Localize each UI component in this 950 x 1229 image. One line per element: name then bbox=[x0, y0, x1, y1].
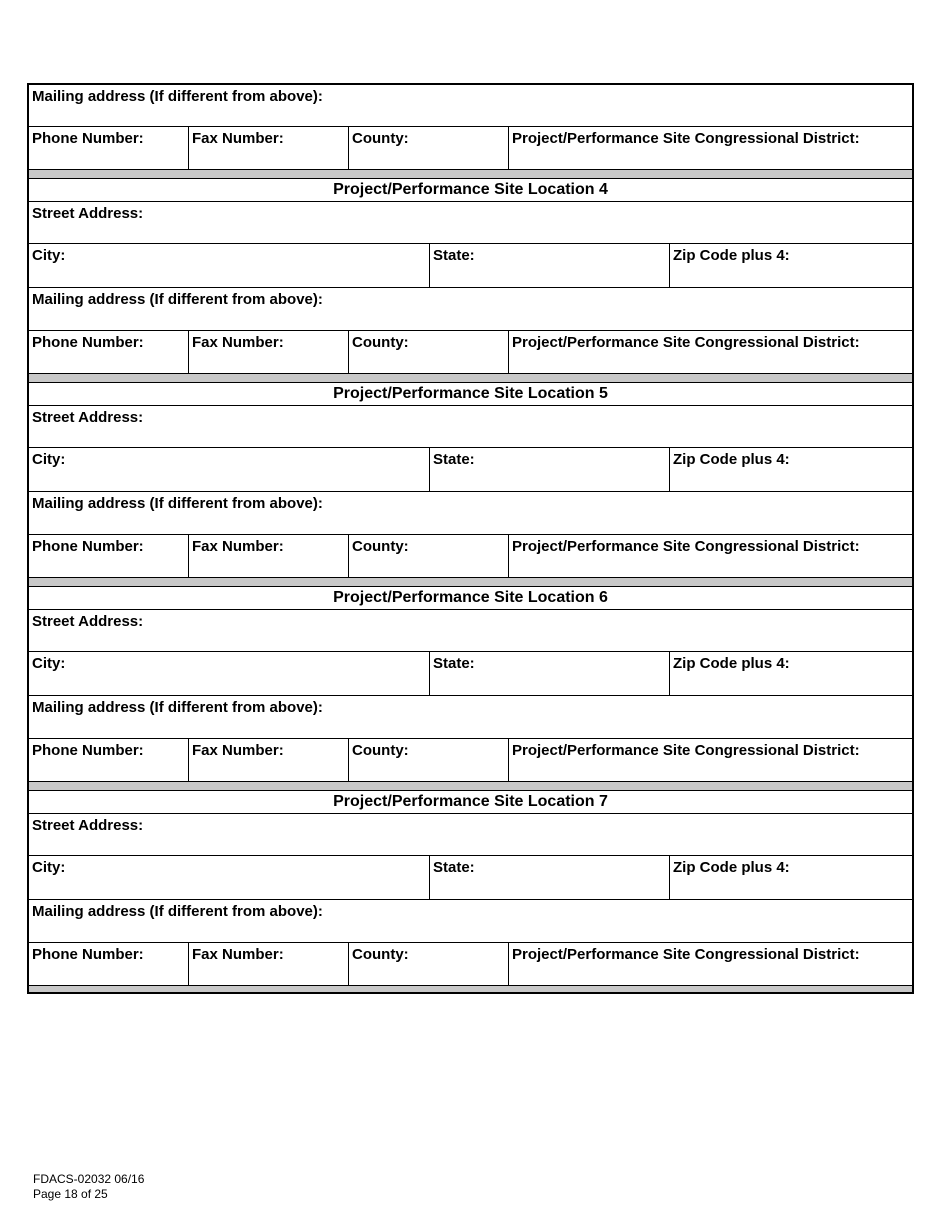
site-locations-form bbox=[27, 83, 914, 994]
zip-code-field[interactable] bbox=[669, 652, 912, 695]
street-address-field[interactable] bbox=[29, 610, 912, 651]
county-label: County: bbox=[352, 538, 409, 555]
city-label: City: bbox=[32, 655, 66, 672]
county-label: County: bbox=[352, 130, 409, 147]
phone-number-label: Phone Number: bbox=[32, 130, 144, 147]
phone-number-label: Phone Number: bbox=[32, 946, 144, 963]
congressional-district-field[interactable] bbox=[508, 331, 912, 373]
city-state-zip-row bbox=[27, 243, 914, 287]
location-5-header: Project/Performance Site Location 5 bbox=[27, 382, 914, 405]
congressional-district-field[interactable] bbox=[508, 127, 912, 169]
county-field[interactable] bbox=[348, 943, 508, 985]
zip-code-label: Zip Code plus 4: bbox=[673, 247, 790, 264]
state-field[interactable] bbox=[429, 652, 669, 695]
zip-code-field[interactable] bbox=[669, 856, 912, 899]
street-address-label: Street Address: bbox=[32, 409, 144, 426]
city-label: City: bbox=[32, 451, 66, 468]
mailing-address-row bbox=[27, 695, 914, 738]
page-number: Page 18 of 25 bbox=[33, 1187, 108, 1201]
mailing-address-label: Mailing address (If different from above): bbox=[32, 88, 323, 105]
mailing-address-row bbox=[27, 83, 914, 126]
state-label: State: bbox=[433, 247, 475, 264]
county-field[interactable] bbox=[348, 331, 508, 373]
street-address-row bbox=[27, 405, 914, 447]
street-address-field[interactable] bbox=[29, 406, 912, 447]
mailing-address-field[interactable] bbox=[29, 288, 912, 330]
fax-number-label: Fax Number: bbox=[192, 334, 284, 351]
section-separator bbox=[27, 985, 914, 994]
mailing-address-label: Mailing address (If different from above): bbox=[32, 291, 323, 308]
congressional-district-field[interactable] bbox=[508, 739, 912, 781]
contact-row bbox=[27, 942, 914, 985]
section-separator bbox=[27, 373, 914, 382]
city-label: City: bbox=[32, 859, 66, 876]
city-label: City: bbox=[32, 247, 66, 264]
phone-number-label: Phone Number: bbox=[32, 334, 144, 351]
county-field[interactable] bbox=[348, 127, 508, 169]
fax-number-label: Fax Number: bbox=[192, 742, 284, 759]
street-address-row bbox=[27, 201, 914, 243]
section-separator bbox=[27, 169, 914, 178]
congressional-district-label: Project/Performance Site Congressional District: bbox=[512, 334, 860, 351]
congressional-district-label: Project/Performance Site Congressional District: bbox=[512, 538, 860, 555]
street-address-label: Street Address: bbox=[32, 817, 144, 834]
page-footer bbox=[33, 1172, 144, 1202]
street-address-label: Street Address: bbox=[32, 205, 144, 222]
fax-number-field[interactable] bbox=[188, 739, 348, 781]
congressional-district-label: Project/Performance Site Congressional District: bbox=[512, 742, 860, 759]
contact-row bbox=[27, 330, 914, 373]
county-label: County: bbox=[352, 334, 409, 351]
city-field[interactable] bbox=[29, 856, 429, 899]
street-address-label: Street Address: bbox=[32, 613, 144, 630]
form-id: FDACS-02032 06/16 bbox=[33, 1172, 145, 1186]
congressional-district-field[interactable] bbox=[508, 943, 912, 985]
city-field[interactable] bbox=[29, 448, 429, 491]
state-field[interactable] bbox=[429, 244, 669, 287]
county-field[interactable] bbox=[348, 535, 508, 577]
phone-number-field[interactable] bbox=[29, 943, 188, 985]
mailing-address-row bbox=[27, 899, 914, 942]
mailing-address-field[interactable] bbox=[29, 900, 912, 942]
city-state-zip-row bbox=[27, 447, 914, 491]
fax-number-field[interactable] bbox=[188, 535, 348, 577]
contact-row bbox=[27, 534, 914, 577]
state-label: State: bbox=[433, 655, 475, 672]
section-separator bbox=[27, 577, 914, 586]
county-field[interactable] bbox=[348, 739, 508, 781]
fax-number-label: Fax Number: bbox=[192, 130, 284, 147]
city-field[interactable] bbox=[29, 244, 429, 287]
section-separator bbox=[27, 781, 914, 790]
phone-number-field[interactable] bbox=[29, 739, 188, 781]
fax-number-field[interactable] bbox=[188, 127, 348, 169]
mailing-address-row bbox=[27, 491, 914, 534]
fax-number-field[interactable] bbox=[188, 943, 348, 985]
contact-row bbox=[27, 126, 914, 169]
phone-number-label: Phone Number: bbox=[32, 538, 144, 555]
fax-number-label: Fax Number: bbox=[192, 538, 284, 555]
mailing-address-field[interactable] bbox=[29, 696, 912, 738]
phone-number-field[interactable] bbox=[29, 331, 188, 373]
city-state-zip-row bbox=[27, 651, 914, 695]
county-label: County: bbox=[352, 742, 409, 759]
phone-number-field[interactable] bbox=[29, 127, 188, 169]
street-address-row bbox=[27, 609, 914, 651]
state-label: State: bbox=[433, 859, 475, 876]
mailing-address-label: Mailing address (If different from above): bbox=[32, 699, 323, 716]
location-7-header: Project/Performance Site Location 7 bbox=[27, 790, 914, 813]
congressional-district-field[interactable] bbox=[508, 535, 912, 577]
state-field[interactable] bbox=[429, 448, 669, 491]
fax-number-field[interactable] bbox=[188, 331, 348, 373]
mailing-address-row bbox=[27, 287, 914, 330]
mailing-address-label: Mailing address (If different from above): bbox=[32, 495, 323, 512]
mailing-address-field[interactable] bbox=[29, 492, 912, 534]
mailing-address-label: Mailing address (If different from above): bbox=[32, 903, 323, 920]
street-address-field[interactable] bbox=[29, 814, 912, 855]
phone-number-label: Phone Number: bbox=[32, 742, 144, 759]
street-address-row bbox=[27, 813, 914, 855]
zip-code-field[interactable] bbox=[669, 244, 912, 287]
location-6-header: Project/Performance Site Location 6 bbox=[27, 586, 914, 609]
county-label: County: bbox=[352, 946, 409, 963]
congressional-district-label: Project/Performance Site Congressional District: bbox=[512, 130, 860, 147]
state-field[interactable] bbox=[429, 856, 669, 899]
zip-code-label: Zip Code plus 4: bbox=[673, 451, 790, 468]
city-field[interactable] bbox=[29, 652, 429, 695]
mailing-address-field[interactable] bbox=[29, 85, 912, 126]
city-state-zip-row bbox=[27, 855, 914, 899]
contact-row bbox=[27, 738, 914, 781]
zip-code-field[interactable] bbox=[669, 448, 912, 491]
street-address-field[interactable] bbox=[29, 202, 912, 243]
phone-number-field[interactable] bbox=[29, 535, 188, 577]
zip-code-label: Zip Code plus 4: bbox=[673, 655, 790, 672]
state-label: State: bbox=[433, 451, 475, 468]
fax-number-label: Fax Number: bbox=[192, 946, 284, 963]
congressional-district-label: Project/Performance Site Congressional District: bbox=[512, 946, 860, 963]
zip-code-label: Zip Code plus 4: bbox=[673, 859, 790, 876]
location-4-header: Project/Performance Site Location 4 bbox=[27, 178, 914, 201]
